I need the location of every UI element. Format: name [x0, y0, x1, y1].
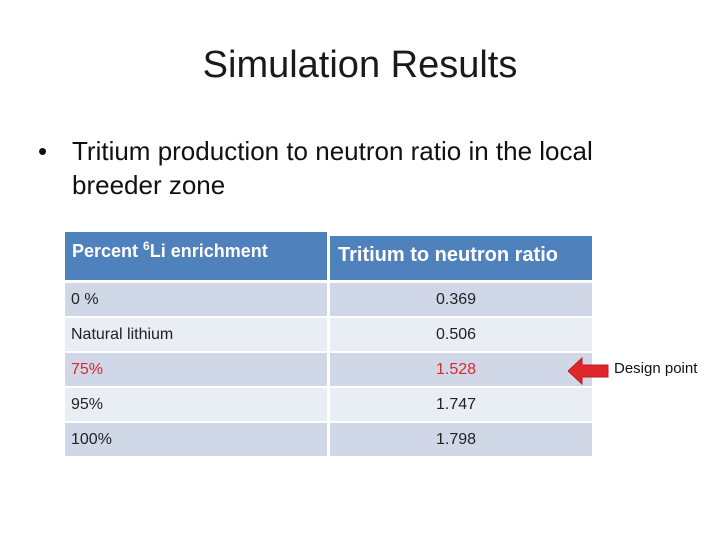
table-row	[65, 423, 592, 456]
table-row-highlighted	[65, 353, 592, 386]
slide-title: Simulation Results	[202, 44, 518, 86]
design-point-label: Design point	[614, 360, 698, 377]
left-arrow-icon	[568, 356, 610, 386]
cell-enrichment: 0 %	[65, 283, 327, 316]
cell-ratio: 1.528	[330, 353, 592, 386]
header-enrichment	[65, 232, 327, 280]
cell-enrichment: 100%	[65, 423, 327, 456]
header-ratio	[330, 236, 592, 280]
cell-enrichment: 75%	[65, 353, 327, 386]
cell-ratio: 1.798	[330, 423, 592, 456]
cell-enrichment: 95%	[65, 388, 327, 421]
cell-ratio: 0.369	[330, 283, 592, 316]
cell-enrichment: Natural lithium	[65, 318, 327, 351]
header-enrichment-sup: 6	[143, 239, 150, 253]
cell-ratio: 0.506	[330, 318, 592, 351]
cell-ratio: 1.747	[330, 388, 592, 421]
table-row	[65, 388, 592, 421]
header-enrichment-post: Li enrichment	[149, 241, 268, 261]
header-enrichment-text	[72, 239, 268, 262]
table-row	[65, 318, 592, 351]
bullet-text: Tritium production to neutron ratio in the local breeder zone	[72, 136, 593, 200]
table-row	[65, 283, 592, 316]
bullet-dot-icon: •	[38, 136, 48, 166]
header-ratio-text: Tritium to neutron ratio	[338, 244, 558, 266]
header-enrichment-pre: Percent	[72, 241, 144, 261]
